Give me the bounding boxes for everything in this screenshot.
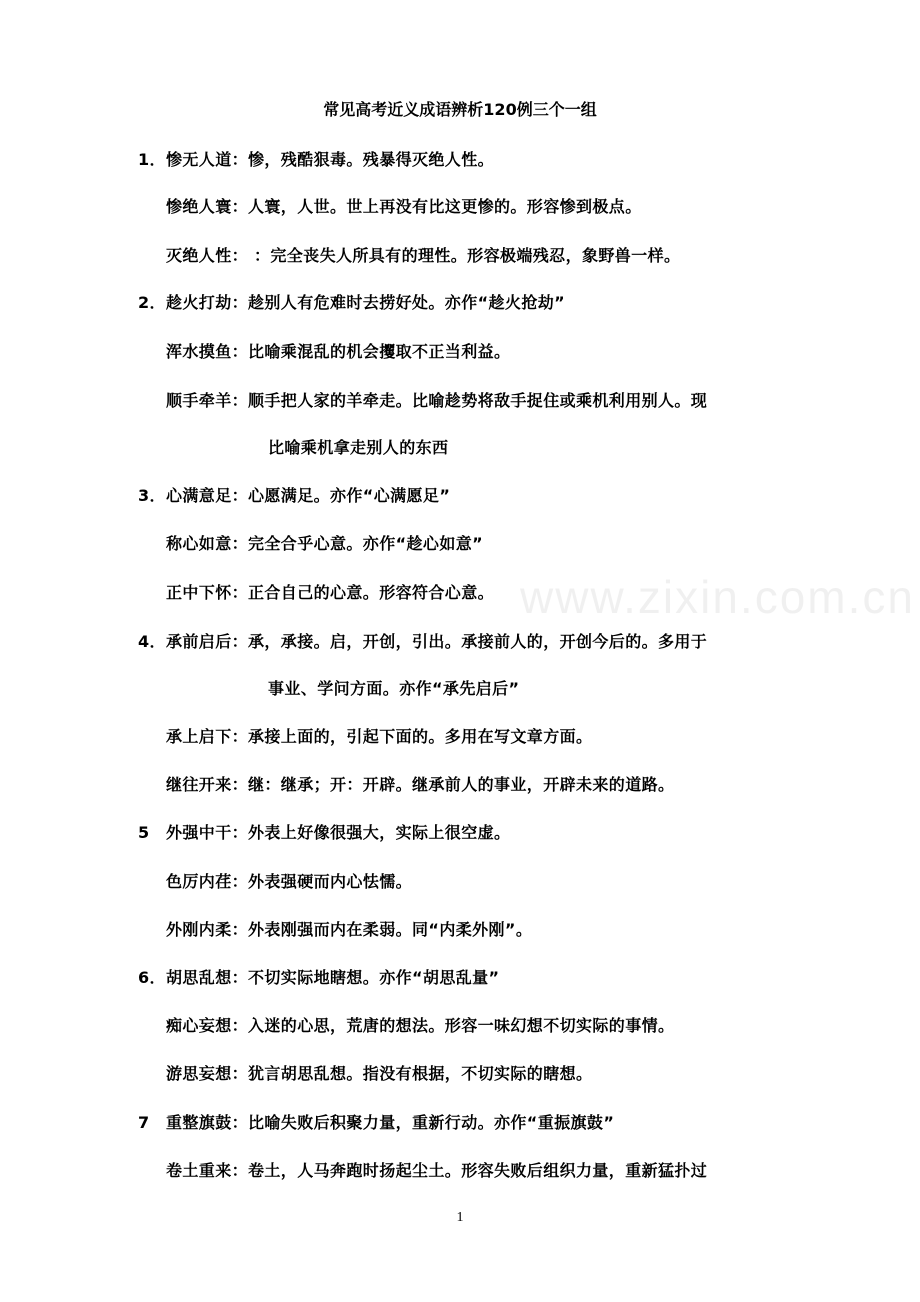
watermark: www.zixin.com.cn (520, 571, 915, 623)
entry-number: 2． (138, 293, 166, 312)
entry-text: 正中下怀：正合自己的心意。形容符合心意。 (166, 583, 495, 602)
entry-text: 痴心妄想：入迷的心思，荒唐的想法。形容一味幻想不切实际的事情。 (166, 1016, 675, 1035)
entry-number: 4． (138, 632, 166, 651)
entry-text: 承前启后：承，承接。启，开创，引出。承接前人的，开创今后的。多用于 (166, 632, 708, 651)
entry-text: 外强中干：外表上好像很强大，实际上很空虚。 (166, 823, 511, 842)
entry-text: 心满意足：心愿满足。亦作“心满愿足” (166, 486, 451, 505)
entry-text: 趁火打劫：趁别人有危难时去捞好处。亦作“趁火抢劫” (166, 293, 566, 312)
entry-number: 5 (138, 823, 150, 842)
page-title: 常见高考近义成语辨析120例三个一组 (323, 100, 597, 119)
entry-number: 7 (138, 1113, 150, 1132)
entry-text: 胡思乱想：不切实际地瞎想。亦作“胡思乱量” (166, 968, 500, 987)
entry-text: 顺手牵羊：顺手把人家的羊牵走。比喻趁势将敌手捉住或乘机利用别人。现 (166, 391, 708, 410)
entry-text: 游思妄想：犹言胡思乱想。指没有根据，不切实际的瞎想。 (166, 1064, 593, 1083)
entry-text: 继往开来：继：继承；开：开辟。继承前人的事业，开辟未来的道路。 (166, 775, 675, 794)
entry-text: 卷土重来：卷土，人马奔跑时扬起尘土。形容失败后组织力量，重新猛扑过 (166, 1161, 708, 1180)
entry-text: 承上启下：承接上面的，引起下面的。多用在写文章方面。 (166, 727, 593, 746)
entry-text: 外刚内柔：外表刚强而内在柔弱。同“内柔外刚”。 (166, 920, 533, 939)
entry-text: 比喻乘机拿走别人的东西 (268, 438, 449, 457)
entry-text: 惨无人道：惨，残酷狠毒。残暴得灭绝人性。 (166, 150, 495, 169)
page-number: 1 (456, 1210, 464, 1225)
entry-text: 色厉内荏：外表强硬而内心怯懦。 (166, 872, 413, 891)
entry-text: 事业、学问方面。亦作“承先启后” (268, 679, 520, 698)
entry-number: 1． (138, 150, 166, 169)
entry-number: 6． (138, 968, 166, 987)
entry-number: 3． (138, 486, 166, 505)
entry-text: 灭绝人性： ：完全丧失人所具有的理性。形容极端残忍，象野兽一样。 (166, 246, 681, 265)
entry-text: 称心如意：完全合乎心意。亦作“趁心如意” (166, 534, 484, 553)
entry-text: 重整旗鼓：比喻失败后积聚力量，重新行动。亦作“重振旗鼓” (166, 1113, 615, 1132)
entry-text: 浑水摸鱼：比喻乘混乱的机会攫取不正当利益。 (166, 342, 511, 361)
entry-text: 惨绝人寰：人寰，人世。世上再没有比这更惨的。形容惨到极点。 (166, 197, 642, 216)
